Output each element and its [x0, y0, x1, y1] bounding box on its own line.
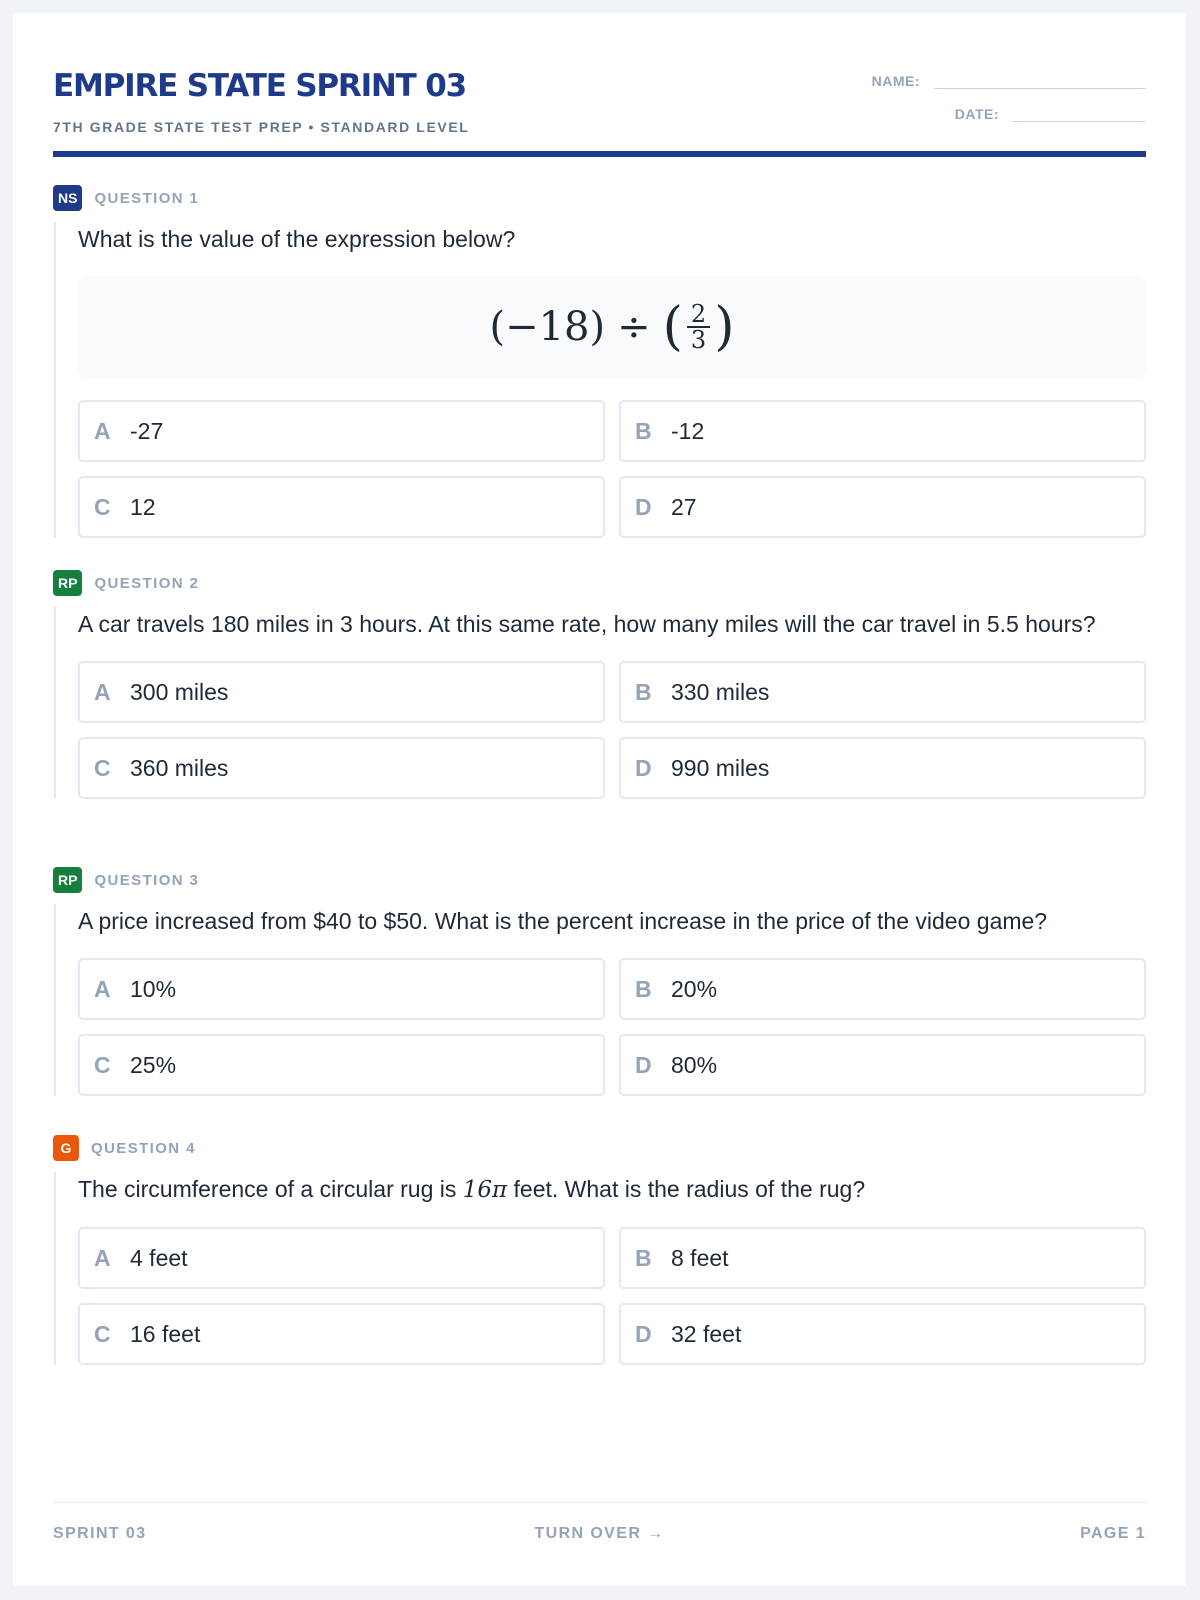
choice-text: 4 feet	[130, 1244, 188, 1271]
name-field[interactable]	[872, 68, 1146, 89]
footer-page-number: PAGE 1	[1080, 1525, 1146, 1542]
choice-letter: B	[635, 678, 652, 705]
choice-letter: D	[635, 493, 652, 520]
choice-text: 990 miles	[671, 754, 770, 781]
choice-letter: B	[635, 417, 652, 444]
expression-close-paren: )	[714, 297, 735, 357]
category-badge: RP	[53, 867, 82, 893]
question-label: QUESTION 4	[91, 1139, 196, 1157]
choice-letter: C	[94, 1051, 111, 1078]
question-3	[53, 866, 1146, 1096]
choice-b[interactable]	[619, 400, 1146, 462]
choice-text: -27	[130, 417, 164, 444]
question-text	[78, 1172, 1146, 1205]
choice-letter: B	[635, 975, 652, 1002]
choice-b[interactable]	[619, 1227, 1146, 1289]
date-field[interactable]	[955, 101, 1146, 122]
choice-text: 12	[130, 493, 156, 520]
date-line[interactable]	[1013, 101, 1146, 122]
question-header	[53, 569, 1146, 597]
name-line[interactable]	[934, 68, 1146, 89]
question-text: A price increased from $40 to $50. What is the percent increase in the price of the video game?	[78, 908, 1048, 934]
choice-b[interactable]	[619, 661, 1146, 723]
question-text: What is the value of the expression below?	[78, 226, 516, 252]
choice-text: 80%	[671, 1051, 718, 1078]
date-label: DATE:	[954, 106, 999, 122]
expression-open-paren: (	[662, 297, 683, 357]
fraction-denominator: 3	[690, 326, 707, 354]
choice-letter: A	[94, 1244, 111, 1271]
choice-c[interactable]	[78, 476, 605, 538]
worksheet-page	[13, 13, 1186, 1586]
choice-text: 16 feet	[130, 1320, 201, 1347]
choice-text: 32 feet	[671, 1320, 742, 1347]
name-label: NAME:	[871, 73, 920, 89]
choice-letter: D	[635, 1051, 652, 1078]
expression-left: (−18)	[489, 304, 606, 350]
choice-text: 330 miles	[671, 678, 770, 705]
choice-a[interactable]	[78, 958, 605, 1020]
question-header	[53, 866, 1146, 894]
choice-text: 20%	[671, 975, 718, 1002]
choice-a[interactable]	[78, 400, 605, 462]
choice-letter: D	[635, 1320, 652, 1347]
question-body	[54, 222, 1146, 538]
choice-d[interactable]	[619, 1034, 1146, 1096]
choice-letter: D	[635, 754, 652, 781]
expression-operator: ÷	[617, 304, 651, 350]
choice-letter: A	[94, 975, 111, 1002]
category-badge: NS	[53, 185, 82, 211]
question-body	[54, 607, 1146, 799]
question-text: A car travels 180 miles in 3 hours. At this same rate, how many miles will the car travel in 5.5 hours?	[78, 611, 1096, 637]
fraction	[687, 302, 710, 352]
choice-text: 360 miles	[130, 754, 229, 781]
choice-c[interactable]	[78, 1034, 605, 1096]
choice-letter: A	[94, 678, 111, 705]
category-badge: G	[53, 1135, 79, 1161]
answer-choices	[78, 400, 1146, 538]
choice-b[interactable]	[619, 958, 1146, 1020]
fraction-numerator: 2	[687, 302, 710, 328]
choice-text: 8 feet	[671, 1244, 729, 1271]
choice-a[interactable]	[78, 661, 605, 723]
question-text-before: The circumference of a circular rug is	[78, 1176, 463, 1202]
choice-letter: C	[94, 754, 111, 781]
question-label: QUESTION 2	[94, 574, 200, 592]
choice-letter: A	[94, 417, 111, 444]
choice-text: 10%	[130, 975, 177, 1002]
math-inline: 16π	[462, 1177, 508, 1203]
footer-divider	[53, 1502, 1146, 1503]
question-label: QUESTION 1	[94, 189, 200, 207]
choice-letter: C	[94, 1320, 111, 1347]
choice-a[interactable]	[78, 1227, 605, 1289]
category-badge: RP	[53, 570, 82, 596]
footer-turn-over: TURN OVER →	[534, 1525, 665, 1542]
choice-text: 25%	[130, 1051, 177, 1078]
question-body	[54, 1172, 1146, 1365]
choice-c[interactable]	[78, 1303, 605, 1365]
choice-d[interactable]	[619, 737, 1146, 799]
choice-text: 27	[671, 493, 697, 520]
answer-choices	[78, 1227, 1146, 1365]
question-label: QUESTION 3	[94, 871, 200, 889]
question-2	[53, 569, 1146, 799]
choice-text: 300 miles	[130, 678, 229, 705]
choice-letter: B	[635, 1244, 652, 1271]
question-header	[53, 1134, 1146, 1162]
choice-d[interactable]	[619, 476, 1146, 538]
page-title: EMPIRE STATE SPRINT 03	[53, 68, 466, 104]
page-subtitle: 7TH GRADE STATE TEST PREP • STANDARD LEVEL	[53, 119, 470, 135]
answer-choices	[78, 661, 1146, 799]
question-1	[53, 184, 1146, 538]
choice-c[interactable]	[78, 737, 605, 799]
answer-choices	[78, 958, 1146, 1096]
footer-sprint-label: SPRINT 03	[53, 1525, 147, 1542]
choice-d[interactable]	[619, 1303, 1146, 1365]
question-text-after: feet. What is the radius of the rug?	[507, 1176, 866, 1202]
choice-text: -12	[671, 417, 705, 444]
math-expression	[78, 276, 1146, 378]
header-divider	[53, 151, 1146, 157]
question-header	[53, 184, 1146, 212]
choice-letter: C	[94, 493, 111, 520]
question-body	[54, 904, 1146, 1096]
question-4	[53, 1134, 1146, 1365]
